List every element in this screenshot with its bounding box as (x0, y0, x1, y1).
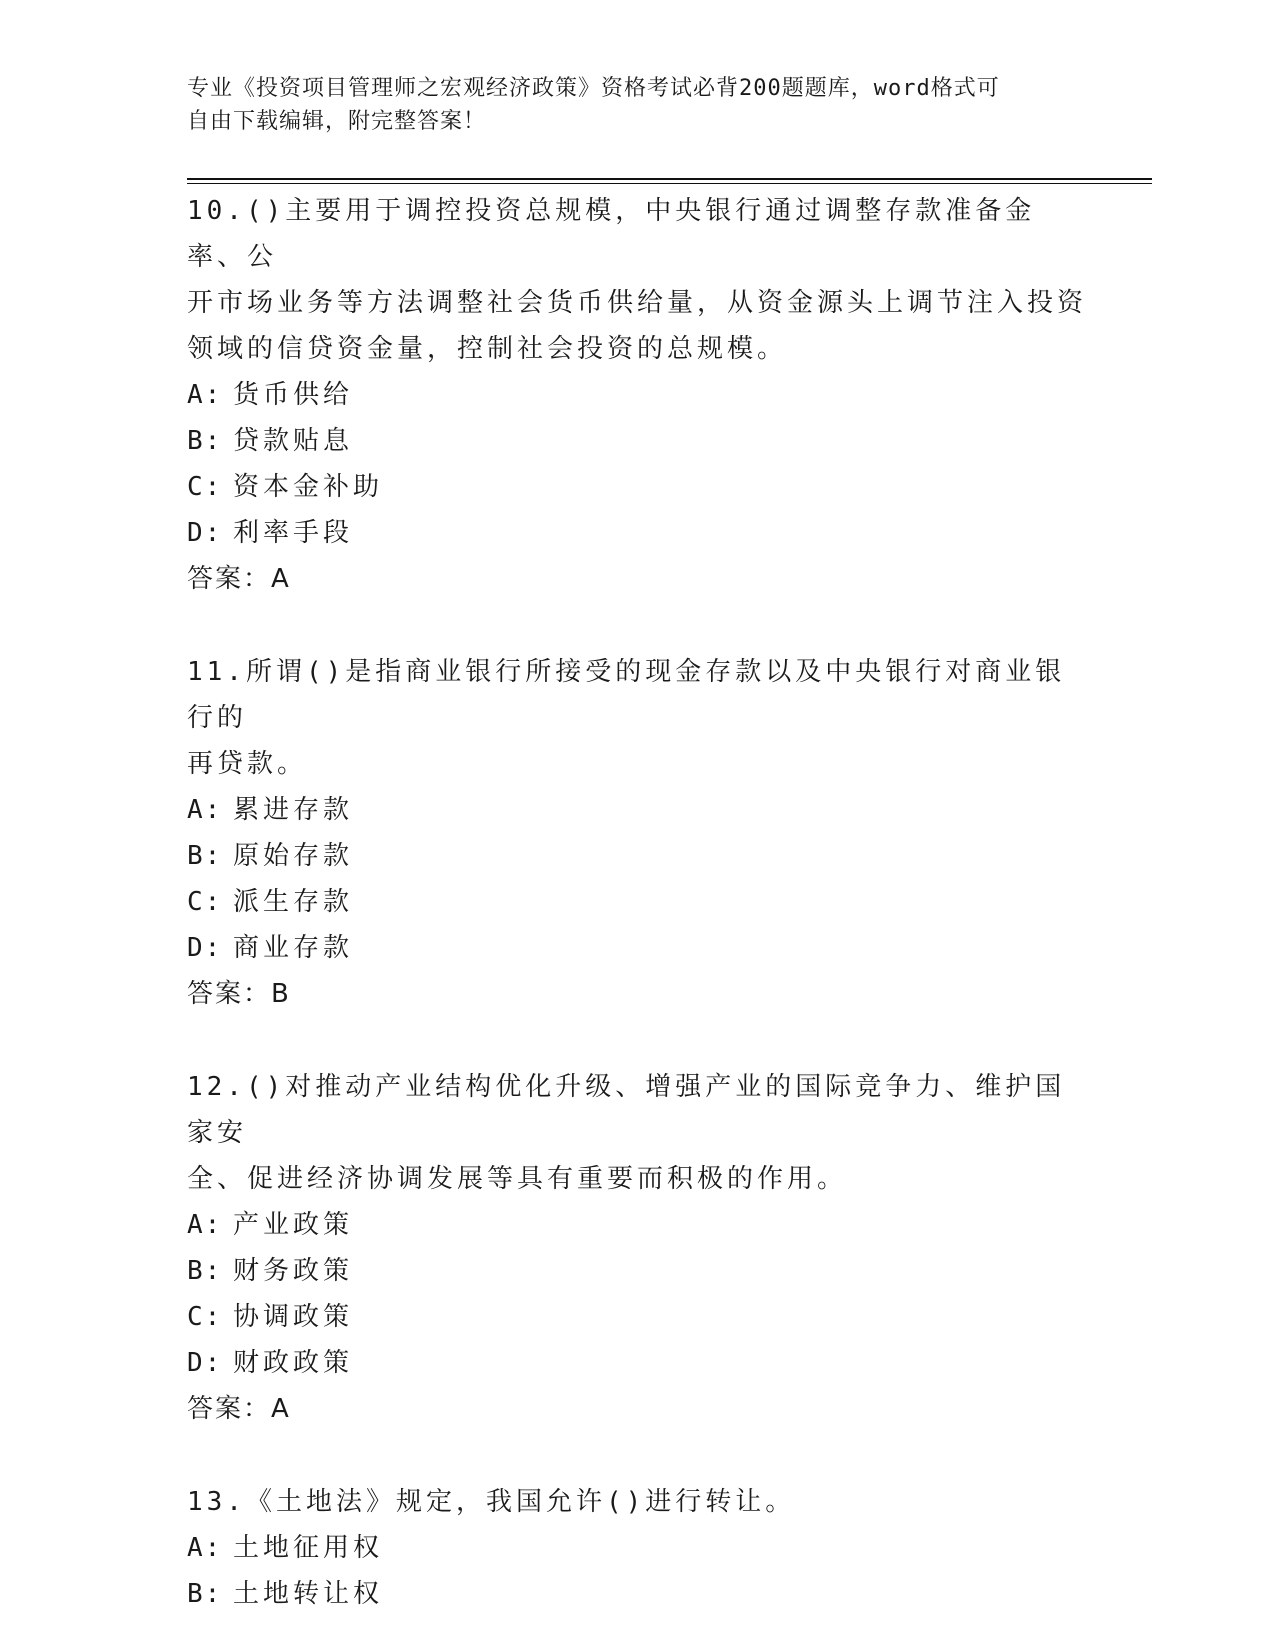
option-b (187, 418, 1087, 464)
question-line: 11.所谓()是指商业银行所接受的现金存款以及中央银行对商业银行的 (187, 657, 1066, 733)
option-text: 贷款贴息 (233, 426, 354, 456)
option-text: 财政政策 (233, 1348, 354, 1378)
option-text: 货币供给 (233, 380, 354, 410)
question-line: 全、促进经济协调发展等具有重要而积极的作用。 (187, 1164, 848, 1194)
question-12 (187, 1064, 1087, 1432)
option-b (187, 1571, 1087, 1617)
option-text: 产业政策 (233, 1210, 354, 1240)
question-line: 12.()对推动产业结构优化升级、增强产业的国际竞争力、维护国家安 (187, 1072, 1066, 1148)
option-b (187, 1248, 1087, 1294)
question-text (187, 188, 1087, 372)
option-letter: C: (187, 887, 223, 917)
option-letter: A: (187, 1210, 223, 1240)
question-line: 10.()主要用于调控投资总规模，中央银行通过调整存款准备金率、公 (187, 196, 1036, 272)
option-letter: A: (187, 1533, 223, 1563)
question-text (187, 649, 1087, 787)
answer-line: 答案：A (187, 564, 291, 594)
question-spacer (187, 1017, 1087, 1064)
question-text (187, 1064, 1087, 1202)
option-text: 原始存款 (233, 841, 354, 871)
option-c (187, 464, 1087, 510)
option-letter: D: (187, 933, 223, 963)
question-line: 13.《土地法》规定，我国允许()进行转让。 (187, 1487, 796, 1517)
question-11 (187, 649, 1087, 1017)
option-c (187, 879, 1087, 925)
option-text: 土地征用权 (233, 1533, 384, 1563)
option-d (187, 510, 1087, 556)
header-line-2: 自由下载编辑，附完整答案！ (187, 109, 487, 134)
answer-line: 答案：B (187, 979, 291, 1009)
option-letter: D: (187, 1348, 223, 1378)
option-b (187, 833, 1087, 879)
header-line-1: 专业《投资项目管理师之宏观经济政策》资格考试必背200题题库，word格式可 (187, 76, 1000, 101)
option-text: 土地转让权 (233, 1579, 384, 1609)
option-c (187, 1294, 1087, 1340)
question-line: 再贷款。 (187, 749, 308, 779)
option-letter: C: (187, 472, 223, 502)
option-text: 利率手段 (233, 518, 354, 548)
option-text: 协调政策 (233, 1302, 354, 1332)
question-spacer (187, 1432, 1087, 1479)
option-letter: B: (187, 1256, 223, 1286)
option-text: 商业存款 (233, 933, 354, 963)
option-letter: A: (187, 380, 223, 410)
option-a (187, 787, 1087, 833)
option-a (187, 1525, 1087, 1571)
option-letter: C: (187, 1302, 223, 1332)
question-spacer (187, 602, 1087, 649)
question-10 (187, 188, 1087, 602)
question-list (187, 188, 1087, 1617)
header-divider-thin (187, 183, 1152, 184)
option-letter: A: (187, 795, 223, 825)
option-text: 派生存款 (233, 887, 354, 917)
option-a (187, 372, 1087, 418)
question-text (187, 1479, 1087, 1525)
option-text: 累进存款 (233, 795, 354, 825)
answer-line: 答案：A (187, 1394, 291, 1424)
document-header (187, 72, 1067, 138)
question-13 (187, 1479, 1087, 1617)
option-a (187, 1202, 1087, 1248)
option-letter: B: (187, 426, 223, 456)
option-letter: B: (187, 1579, 223, 1609)
option-text: 资本金补助 (233, 472, 384, 502)
option-d (187, 1340, 1087, 1386)
header-divider-thick (187, 178, 1152, 180)
option-text: 财务政策 (233, 1256, 354, 1286)
option-letter: B: (187, 841, 223, 871)
question-line: 领域的信贷资金量，控制社会投资的总规模。 (187, 334, 788, 364)
option-d (187, 925, 1087, 971)
option-letter: D: (187, 518, 223, 548)
question-line: 开市场业务等方法调整社会货币供给量，从资金源头上调节注入投资 (187, 288, 1088, 318)
